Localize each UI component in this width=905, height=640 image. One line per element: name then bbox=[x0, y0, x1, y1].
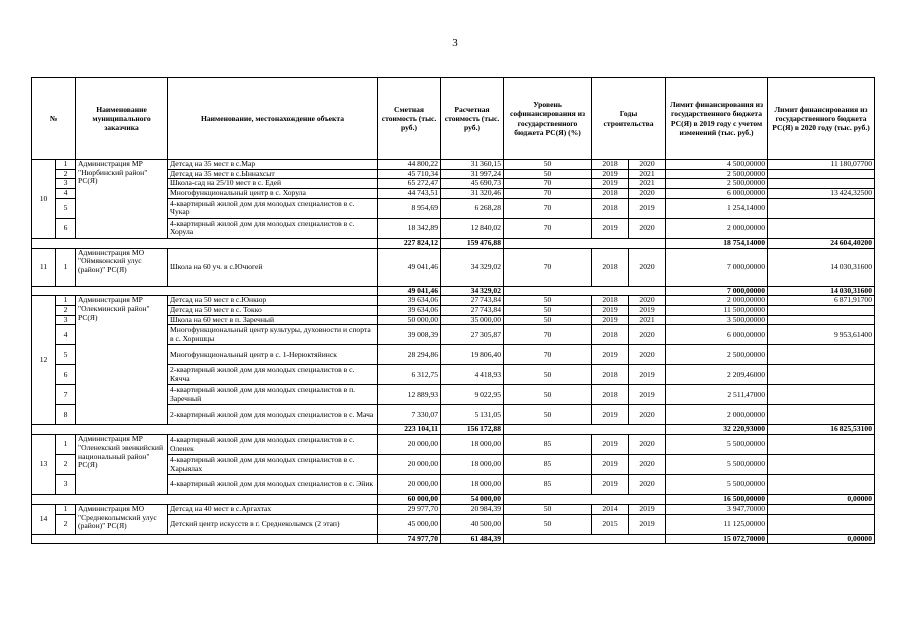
customer-name: Администрация МР "Оленекский эвенкийский национальный район" РС(Я) bbox=[76, 435, 168, 495]
limit-2020 bbox=[768, 405, 875, 425]
year-start: 2015 bbox=[592, 514, 629, 534]
object-name: Многофункциональный центр в с. 1-Нерюктяйинск bbox=[168, 345, 378, 365]
calculated-cost: 5 131,05 bbox=[441, 405, 504, 425]
year-end: 2021 bbox=[629, 179, 666, 189]
row-number: 3 bbox=[56, 475, 76, 495]
year-start: 2019 bbox=[592, 315, 629, 325]
limit-2020: 13 424,32500 bbox=[768, 189, 875, 199]
row-number: 3 bbox=[56, 179, 76, 189]
estimated-cost: 12 889,93 bbox=[378, 385, 441, 405]
calculated-cost: 27 305,87 bbox=[441, 325, 504, 345]
row-number: 2 bbox=[56, 514, 76, 534]
total-spacer bbox=[32, 238, 378, 248]
header-object: Наименование, местонахождение объекта bbox=[168, 78, 378, 160]
limit-2019: 7 000,00000 bbox=[666, 248, 768, 286]
cofinancing-level: 50 bbox=[504, 405, 592, 425]
total-row bbox=[32, 495, 875, 505]
year-end: 2020 bbox=[629, 296, 666, 306]
calculated-cost: 6 268,28 bbox=[441, 198, 504, 218]
limit-2019: 2 500,00000 bbox=[666, 345, 768, 365]
limit-2019: 1 254,14000 bbox=[666, 198, 768, 218]
estimated-cost: 50 000,00 bbox=[378, 315, 441, 325]
year-end: 2019 bbox=[629, 504, 666, 514]
header-customer: Наименование муниципального заказчика bbox=[76, 78, 168, 160]
object-name: Детсад на 35 мест в с.Мар bbox=[168, 160, 378, 170]
row-number: 1 bbox=[56, 504, 76, 514]
limit-2019: 6 000,00000 bbox=[666, 325, 768, 345]
year-end: 2020 bbox=[629, 455, 666, 475]
limit-2020 bbox=[768, 455, 875, 475]
total-spacer bbox=[504, 495, 666, 505]
cofinancing-level: 50 bbox=[504, 306, 592, 316]
year-end: 2020 bbox=[629, 160, 666, 170]
customer-name: Администрация МО "Среднеколымский улус (район)" РС(Я) bbox=[76, 504, 168, 534]
estimated-cost: 20 000,00 bbox=[378, 475, 441, 495]
year-end: 2020 bbox=[629, 435, 666, 455]
cofinancing-level: 50 bbox=[504, 365, 592, 385]
estimated-cost: 20 000,00 bbox=[378, 455, 441, 475]
calculated-cost: 35 000,00 bbox=[441, 315, 504, 325]
total-limit-2019: 16 500,00000 bbox=[666, 495, 768, 505]
limit-2020: 9 953,61400 bbox=[768, 325, 875, 345]
row-number: 5 bbox=[56, 345, 76, 365]
total-spacer bbox=[32, 425, 378, 435]
limit-2020 bbox=[768, 514, 875, 534]
table-row bbox=[32, 248, 875, 286]
group-number: 14 bbox=[32, 504, 56, 534]
total-limit-2020: 0,00000 bbox=[768, 495, 875, 505]
cofinancing-level: 50 bbox=[504, 385, 592, 405]
header-calculated-cost: Расчетная стоимость (тыс. руб.) bbox=[441, 78, 504, 160]
object-name: Школа на 60 мест в п. Заречный bbox=[168, 315, 378, 325]
total-calculated-cost: 159 476,88 bbox=[441, 238, 504, 248]
limit-2020: 11 180,07700 bbox=[768, 160, 875, 170]
object-name: 4-квартирный жилой дом для молодых специалистов в с. Хорула bbox=[168, 218, 378, 238]
year-end: 2021 bbox=[629, 169, 666, 179]
year-end: 2021 bbox=[629, 315, 666, 325]
total-calculated-cost: 54 000,00 bbox=[441, 495, 504, 505]
estimated-cost: 39 008,39 bbox=[378, 325, 441, 345]
calculated-cost: 20 984,39 bbox=[441, 504, 504, 514]
row-number: 2 bbox=[56, 169, 76, 179]
financing-table bbox=[31, 77, 875, 544]
cofinancing-level: 85 bbox=[504, 435, 592, 455]
calculated-cost: 18 000,00 bbox=[441, 455, 504, 475]
estimated-cost: 39 634,06 bbox=[378, 296, 441, 306]
limit-2020: 6 871,91700 bbox=[768, 296, 875, 306]
limit-2019: 5 500,00000 bbox=[666, 435, 768, 455]
estimated-cost: 65 272,47 bbox=[378, 179, 441, 189]
cofinancing-level: 85 bbox=[504, 455, 592, 475]
limit-2019: 2 000,00000 bbox=[666, 218, 768, 238]
year-start: 2019 bbox=[592, 345, 629, 365]
year-end: 2019 bbox=[629, 306, 666, 316]
total-calculated-cost: 34 329,02 bbox=[441, 286, 504, 296]
calculated-cost: 18 000,00 bbox=[441, 435, 504, 455]
total-spacer bbox=[504, 238, 666, 248]
cofinancing-level: 70 bbox=[504, 189, 592, 199]
total-calculated-cost: 61 484,39 bbox=[441, 534, 504, 544]
calculated-cost: 18 000,00 bbox=[441, 475, 504, 495]
estimated-cost: 18 342,89 bbox=[378, 218, 441, 238]
calculated-cost: 4 418,93 bbox=[441, 365, 504, 385]
estimated-cost: 39 634,06 bbox=[378, 306, 441, 316]
limit-2019: 11 125,00000 bbox=[666, 514, 768, 534]
cofinancing-level: 50 bbox=[504, 514, 592, 534]
limit-2019: 5 500,00000 bbox=[666, 475, 768, 495]
total-limit-2020: 16 825,53100 bbox=[768, 425, 875, 435]
limit-2019: 3 500,00000 bbox=[666, 315, 768, 325]
year-start: 2018 bbox=[592, 160, 629, 170]
limit-2020: 14 030,31600 bbox=[768, 248, 875, 286]
object-name: 4-квартирный жилой дом для молодых специалистов в с. Чукар bbox=[168, 198, 378, 218]
header-num: № bbox=[32, 78, 76, 160]
limit-2020 bbox=[768, 365, 875, 385]
group-number: 10 bbox=[32, 160, 56, 239]
year-end: 2019 bbox=[629, 385, 666, 405]
calculated-cost: 34 329,02 bbox=[441, 248, 504, 286]
object-name: 2-квартирный жилой дом для молодых специалистов в с. Кячча bbox=[168, 365, 378, 385]
limit-2020 bbox=[768, 315, 875, 325]
year-start: 2018 bbox=[592, 248, 629, 286]
object-name: Детсад на 50 мест в с.Юнкюр bbox=[168, 296, 378, 306]
limit-2020 bbox=[768, 385, 875, 405]
limit-2019: 2 209,46000 bbox=[666, 365, 768, 385]
row-number: 2 bbox=[56, 306, 76, 316]
limit-2019: 3 947,70000 bbox=[666, 504, 768, 514]
year-end: 2020 bbox=[629, 189, 666, 199]
row-number: 1 bbox=[56, 160, 76, 170]
total-spacer bbox=[32, 534, 378, 544]
cofinancing-level: 50 bbox=[504, 169, 592, 179]
object-name: Многофункциональный центр культуры, духовности и спорта в с. Хоришцы bbox=[168, 325, 378, 345]
customer-name: Администрация МР "Нюрбинский район" РС(Я) bbox=[76, 160, 168, 239]
object-name: Детсад на 50 мест в с. Токко bbox=[168, 306, 378, 316]
estimated-cost: 20 000,00 bbox=[378, 435, 441, 455]
year-start: 2019 bbox=[592, 306, 629, 316]
year-start: 2019 bbox=[592, 169, 629, 179]
year-start: 2018 bbox=[592, 385, 629, 405]
estimated-cost: 28 294,86 bbox=[378, 345, 441, 365]
object-name: Многофункциональный центр в с. Хорула bbox=[168, 189, 378, 199]
group-number: 11 bbox=[32, 248, 56, 286]
object-name: Детский центр искусств в г. Среднеколымск (2 этап) bbox=[168, 514, 378, 534]
calculated-cost: 31 997,24 bbox=[441, 169, 504, 179]
row-number: 8 bbox=[56, 405, 76, 425]
cofinancing-level: 50 bbox=[504, 296, 592, 306]
total-limit-2019: 7 000,00000 bbox=[666, 286, 768, 296]
cofinancing-level: 50 bbox=[504, 315, 592, 325]
cofinancing-level: 50 bbox=[504, 160, 592, 170]
total-limit-2020: 0,00000 bbox=[768, 534, 875, 544]
header-limit-2020: Лимит финансирования из государственного бюджета РС(Я) в 2020 году (тыс. руб.) bbox=[768, 78, 875, 160]
row-number: 4 bbox=[56, 325, 76, 345]
object-name: Школа на 60 уч. в с.Ючюгей bbox=[168, 248, 378, 286]
object-name: Детсад на 35 мест в с.Ыннахсыт bbox=[168, 169, 378, 179]
total-limit-2019: 15 072,70000 bbox=[666, 534, 768, 544]
estimated-cost: 8 954,69 bbox=[378, 198, 441, 218]
object-name: 2-квартирный жилой дом для молодых специалистов в с. Мача bbox=[168, 405, 378, 425]
year-start: 2018 bbox=[592, 296, 629, 306]
header-limit-2019: Лимит финансирования из государственного бюджета РС(Я) в 2019 году с учетом изменений (тыс. руб.) bbox=[666, 78, 768, 160]
total-estimated-cost: 223 104,11 bbox=[378, 425, 441, 435]
limit-2020 bbox=[768, 169, 875, 179]
object-name: 4-квартирный жилой дом для молодых специалистов в с. Харыялах bbox=[168, 455, 378, 475]
total-row bbox=[32, 425, 875, 435]
cofinancing-level: 70 bbox=[504, 248, 592, 286]
estimated-cost: 45 000,00 bbox=[378, 514, 441, 534]
year-start: 2018 bbox=[592, 189, 629, 199]
cofinancing-level: 70 bbox=[504, 218, 592, 238]
object-name: 4-квартирный жилой дом для молодых специалистов в с. Оленек bbox=[168, 435, 378, 455]
limit-2019: 2 500,00000 bbox=[666, 179, 768, 189]
limit-2019: 6 000,00000 bbox=[666, 189, 768, 199]
row-number: 3 bbox=[56, 315, 76, 325]
total-calculated-cost: 156 172,88 bbox=[441, 425, 504, 435]
customer-name: Администрация МР "Олекминский район" РС(Я) bbox=[76, 296, 168, 425]
limit-2019: 4 500,00000 bbox=[666, 160, 768, 170]
total-spacer bbox=[504, 286, 666, 296]
year-start: 2018 bbox=[592, 325, 629, 345]
object-name: 4-квартирный жилой дом для молодых специалистов в с. Эйик bbox=[168, 475, 378, 495]
limit-2020 bbox=[768, 345, 875, 365]
cofinancing-level: 70 bbox=[504, 198, 592, 218]
page-number: 3 bbox=[452, 37, 458, 49]
estimated-cost: 44 743,51 bbox=[378, 189, 441, 199]
estimated-cost: 29 977,70 bbox=[378, 504, 441, 514]
total-limit-2019: 18 754,14000 bbox=[666, 238, 768, 248]
total-row bbox=[32, 238, 875, 248]
total-spacer bbox=[504, 425, 666, 435]
total-spacer bbox=[504, 534, 666, 544]
year-start: 2018 bbox=[592, 365, 629, 385]
year-end: 2019 bbox=[629, 198, 666, 218]
calculated-cost: 31 320,46 bbox=[441, 189, 504, 199]
year-start: 2014 bbox=[592, 504, 629, 514]
estimated-cost: 6 312,75 bbox=[378, 365, 441, 385]
cofinancing-level: 70 bbox=[504, 179, 592, 189]
limit-2019: 2 000,00000 bbox=[666, 405, 768, 425]
total-row bbox=[32, 286, 875, 296]
total-row bbox=[32, 534, 875, 544]
object-name: Детсад на 40 мест в с.Аргахтах bbox=[168, 504, 378, 514]
header-estimated-cost: Сметная стоимость (тыс. руб.) bbox=[378, 78, 441, 160]
total-estimated-cost: 74 977,70 bbox=[378, 534, 441, 544]
year-end: 2020 bbox=[629, 405, 666, 425]
cofinancing-level: 50 bbox=[504, 504, 592, 514]
row-number: 7 bbox=[56, 385, 76, 405]
estimated-cost: 44 800,22 bbox=[378, 160, 441, 170]
row-number: 1 bbox=[56, 248, 76, 286]
row-number: 6 bbox=[56, 218, 76, 238]
year-start: 2019 bbox=[592, 475, 629, 495]
total-estimated-cost: 227 824,12 bbox=[378, 238, 441, 248]
limit-2019: 2 000,00000 bbox=[666, 296, 768, 306]
row-number: 1 bbox=[56, 435, 76, 455]
header-cofinancing-level: Уровень софинансирования из государственного бюджета РС(Я) (%) bbox=[504, 78, 592, 160]
limit-2020 bbox=[768, 218, 875, 238]
row-number: 6 bbox=[56, 365, 76, 385]
limit-2020 bbox=[768, 435, 875, 455]
limit-2020 bbox=[768, 475, 875, 495]
calculated-cost: 40 500,00 bbox=[441, 514, 504, 534]
limit-2019: 2 500,00000 bbox=[666, 169, 768, 179]
year-end: 2020 bbox=[629, 218, 666, 238]
limit-2020 bbox=[768, 306, 875, 316]
cofinancing-level: 85 bbox=[504, 475, 592, 495]
calculated-cost: 27 743,84 bbox=[441, 296, 504, 306]
calculated-cost: 12 840,02 bbox=[441, 218, 504, 238]
year-end: 2020 bbox=[629, 345, 666, 365]
table-body bbox=[32, 160, 875, 544]
estimated-cost: 45 710,34 bbox=[378, 169, 441, 179]
object-name: Школа-сад на 25/10 мест в с. Едей bbox=[168, 179, 378, 189]
estimated-cost: 49 041,46 bbox=[378, 248, 441, 286]
year-start: 2018 bbox=[592, 198, 629, 218]
customer-name: Администрация МО "Оймяконский улус (район)" РС(Я) bbox=[76, 248, 168, 286]
calculated-cost: 27 743,84 bbox=[441, 306, 504, 316]
year-start: 2019 bbox=[592, 435, 629, 455]
year-end: 2020 bbox=[629, 475, 666, 495]
estimated-cost: 7 330,07 bbox=[378, 405, 441, 425]
limit-2019: 5 500,00000 bbox=[666, 455, 768, 475]
calculated-cost: 19 806,40 bbox=[441, 345, 504, 365]
object-name: 4-квартирный жилой дом для молодых специалистов в п. Заречный bbox=[168, 385, 378, 405]
header-construction-years: Годы строительства bbox=[592, 78, 666, 160]
calculated-cost: 45 690,73 bbox=[441, 179, 504, 189]
group-number: 13 bbox=[32, 435, 56, 495]
row-number: 5 bbox=[56, 198, 76, 218]
limit-2019: 2 511,47000 bbox=[666, 385, 768, 405]
total-limit-2019: 32 220,93000 bbox=[666, 425, 768, 435]
year-end: 2020 bbox=[629, 325, 666, 345]
year-end: 2019 bbox=[629, 514, 666, 534]
year-start: 2019 bbox=[592, 405, 629, 425]
calculated-cost: 9 022,95 bbox=[441, 385, 504, 405]
calculated-cost: 31 360,15 bbox=[441, 160, 504, 170]
total-spacer bbox=[32, 286, 378, 296]
year-end: 2020 bbox=[629, 248, 666, 286]
cofinancing-level: 70 bbox=[504, 345, 592, 365]
total-estimated-cost: 60 000,00 bbox=[378, 495, 441, 505]
cofinancing-level: 70 bbox=[504, 325, 592, 345]
limit-2020 bbox=[768, 198, 875, 218]
table-row bbox=[32, 296, 875, 306]
limit-2020 bbox=[768, 504, 875, 514]
total-limit-2020: 24 604,40200 bbox=[768, 238, 875, 248]
year-start: 2019 bbox=[592, 455, 629, 475]
total-spacer bbox=[32, 495, 378, 505]
row-number: 2 bbox=[56, 455, 76, 475]
year-start: 2019 bbox=[592, 179, 629, 189]
year-start: 2019 bbox=[592, 218, 629, 238]
total-estimated-cost: 49 041,46 bbox=[378, 286, 441, 296]
table-row bbox=[32, 435, 875, 455]
row-number: 4 bbox=[56, 189, 76, 199]
year-end: 2019 bbox=[629, 365, 666, 385]
limit-2020 bbox=[768, 179, 875, 189]
total-limit-2020: 14 030,31600 bbox=[768, 286, 875, 296]
table-row bbox=[32, 504, 875, 514]
group-number: 12 bbox=[32, 296, 56, 425]
table-row bbox=[32, 160, 875, 170]
row-number: 1 bbox=[56, 296, 76, 306]
limit-2019: 11 500,00000 bbox=[666, 306, 768, 316]
